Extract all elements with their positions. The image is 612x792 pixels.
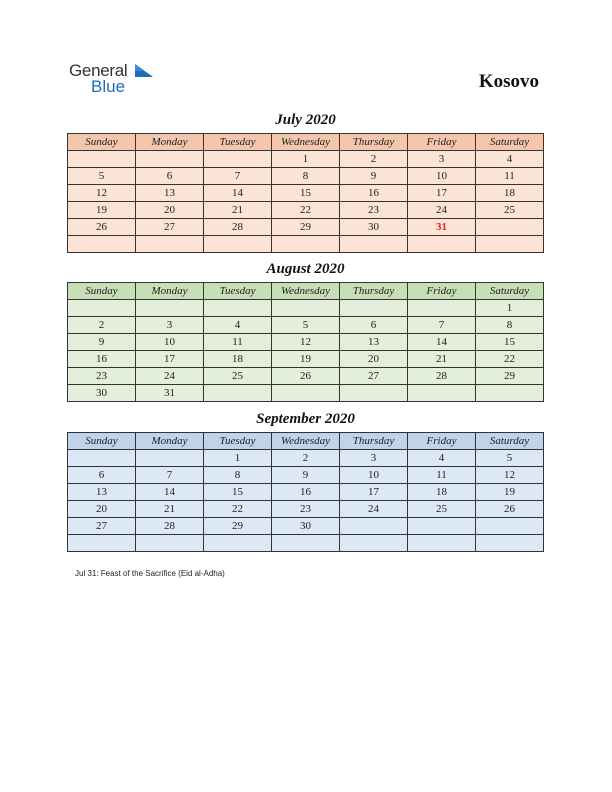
day-cell: 8 <box>476 317 544 334</box>
day-cell: 22 <box>476 351 544 368</box>
day-cell <box>272 385 340 402</box>
weekday-header: Thursday <box>340 283 408 300</box>
day-cell: 1 <box>272 151 340 168</box>
week-row <box>68 334 544 351</box>
day-cell: 27 <box>68 518 136 535</box>
day-cell <box>136 450 204 467</box>
day-cell: 14 <box>136 484 204 501</box>
day-cell: 17 <box>136 351 204 368</box>
logo-triangle-icon <box>135 64 153 77</box>
weekday-header-row <box>68 283 544 300</box>
weekday-header: Sunday <box>68 283 136 300</box>
weekday-header: Tuesday <box>204 283 272 300</box>
day-cell: 19 <box>68 202 136 219</box>
day-cell: 14 <box>204 185 272 202</box>
day-cell <box>136 236 204 253</box>
logo-text-blue: Blue <box>91 77 126 96</box>
day-cell: 22 <box>272 202 340 219</box>
week-row <box>68 219 544 236</box>
day-cell: 26 <box>476 501 544 518</box>
day-cell: 11 <box>204 334 272 351</box>
week-row <box>68 151 544 168</box>
weekday-header: Thursday <box>340 433 408 450</box>
day-cell: 17 <box>340 484 408 501</box>
day-cell: 25 <box>476 202 544 219</box>
day-cell: 24 <box>136 368 204 385</box>
week-row <box>68 450 544 467</box>
day-cell: 11 <box>408 467 476 484</box>
weekday-header: Monday <box>136 433 204 450</box>
day-cell <box>408 535 476 552</box>
week-row <box>68 351 544 368</box>
weekday-header: Sunday <box>68 433 136 450</box>
day-cell <box>476 535 544 552</box>
weekday-header: Sunday <box>68 134 136 151</box>
calendar-september <box>67 432 544 552</box>
day-cell <box>340 535 408 552</box>
month-title-september: September 2020 <box>256 411 355 427</box>
day-cell: 11 <box>476 168 544 185</box>
week-row <box>68 385 544 402</box>
day-cell <box>68 300 136 317</box>
day-cell: 29 <box>204 518 272 535</box>
week-row <box>68 185 544 202</box>
day-cell: 2 <box>272 450 340 467</box>
week-row <box>68 467 544 484</box>
weekday-header: Monday <box>136 283 204 300</box>
day-cell <box>204 236 272 253</box>
day-cell: 10 <box>136 334 204 351</box>
day-cell <box>408 385 476 402</box>
day-cell: 20 <box>136 202 204 219</box>
day-cell: 20 <box>68 501 136 518</box>
week-row <box>68 168 544 185</box>
day-cell: 19 <box>476 484 544 501</box>
weekday-header: Monday <box>136 134 204 151</box>
day-cell <box>136 300 204 317</box>
day-cell: 25 <box>408 501 476 518</box>
day-cell: 3 <box>340 450 408 467</box>
week-row <box>68 535 544 552</box>
day-cell: 16 <box>272 484 340 501</box>
logo-text-general: General <box>69 61 128 80</box>
day-cell: 5 <box>68 168 136 185</box>
day-cell <box>68 450 136 467</box>
day-cell: 12 <box>476 467 544 484</box>
day-cell: 1 <box>204 450 272 467</box>
day-cell: 8 <box>204 467 272 484</box>
day-cell <box>340 236 408 253</box>
day-cell: 18 <box>408 484 476 501</box>
day-cell: 6 <box>68 467 136 484</box>
weekday-header: Saturday <box>476 283 544 300</box>
day-cell: 21 <box>408 351 476 368</box>
day-cell <box>204 385 272 402</box>
day-cell: 4 <box>408 450 476 467</box>
day-cell: 17 <box>408 185 476 202</box>
day-cell: 30 <box>272 518 340 535</box>
day-cell: 29 <box>476 368 544 385</box>
country-title: Kosovo <box>478 71 539 92</box>
day-cell: 30 <box>68 385 136 402</box>
day-cell <box>340 518 408 535</box>
week-row <box>68 368 544 385</box>
day-cell: 9 <box>68 334 136 351</box>
day-cell: 24 <box>408 202 476 219</box>
day-cell <box>408 236 476 253</box>
weekday-header: Wednesday <box>272 134 340 151</box>
week-row <box>68 484 544 501</box>
day-cell: 13 <box>340 334 408 351</box>
day-cell: 24 <box>340 501 408 518</box>
day-cell <box>272 300 340 317</box>
month-title-july: July 2020 <box>275 112 336 128</box>
day-cell: 28 <box>408 368 476 385</box>
day-cell: 21 <box>136 501 204 518</box>
day-cell: 7 <box>204 168 272 185</box>
weekday-header-row <box>68 433 544 450</box>
day-cell <box>408 518 476 535</box>
day-cell: 2 <box>68 317 136 334</box>
day-cell: 31 <box>136 385 204 402</box>
day-cell: 26 <box>68 219 136 236</box>
day-cell: 4 <box>476 151 544 168</box>
day-cell <box>476 219 544 236</box>
weekday-header: Friday <box>408 134 476 151</box>
day-cell: 7 <box>408 317 476 334</box>
weekday-header: Thursday <box>340 134 408 151</box>
day-cell: 3 <box>408 151 476 168</box>
day-cell: 12 <box>68 185 136 202</box>
week-row <box>68 501 544 518</box>
day-cell: 4 <box>204 317 272 334</box>
day-cell: 6 <box>340 317 408 334</box>
day-cell: 23 <box>68 368 136 385</box>
holiday-note: Jul 31: Feast of the Sacrifice (Eid al-Adha) <box>75 569 225 578</box>
day-cell: 15 <box>272 185 340 202</box>
day-cell <box>272 535 340 552</box>
day-cell: 18 <box>476 185 544 202</box>
weekday-header: Tuesday <box>204 134 272 151</box>
day-cell: 26 <box>272 368 340 385</box>
day-cell: 12 <box>272 334 340 351</box>
day-cell: 9 <box>272 467 340 484</box>
day-cell: 18 <box>204 351 272 368</box>
weekday-header: Friday <box>408 283 476 300</box>
day-cell <box>408 300 476 317</box>
day-cell <box>476 518 544 535</box>
calendar-august <box>67 282 544 402</box>
day-cell <box>68 151 136 168</box>
calendar-july <box>67 133 544 253</box>
day-cell: 15 <box>476 334 544 351</box>
day-cell: 13 <box>136 185 204 202</box>
weekday-header: Wednesday <box>272 283 340 300</box>
day-cell <box>136 535 204 552</box>
week-row <box>68 518 544 535</box>
day-cell: 8 <box>272 168 340 185</box>
day-cell: 13 <box>68 484 136 501</box>
day-cell <box>340 385 408 402</box>
day-cell: 29 <box>272 219 340 236</box>
week-row <box>68 317 544 334</box>
day-cell: 30 <box>340 219 408 236</box>
day-cell: 22 <box>204 501 272 518</box>
day-cell: 27 <box>136 219 204 236</box>
month-title-august: August 2020 <box>266 261 345 277</box>
day-cell <box>476 385 544 402</box>
day-cell: 25 <box>204 368 272 385</box>
day-cell <box>476 236 544 253</box>
day-cell: 10 <box>408 168 476 185</box>
week-row <box>68 236 544 253</box>
day-cell <box>340 300 408 317</box>
day-cell: 5 <box>272 317 340 334</box>
day-cell <box>204 151 272 168</box>
day-cell: 3 <box>136 317 204 334</box>
weekday-header: Saturday <box>476 433 544 450</box>
day-cell: 2 <box>340 151 408 168</box>
day-cell: 19 <box>272 351 340 368</box>
week-row <box>68 300 544 317</box>
day-cell: 28 <box>136 518 204 535</box>
weekday-header: Friday <box>408 433 476 450</box>
day-cell: 16 <box>340 185 408 202</box>
day-cell: 15 <box>204 484 272 501</box>
day-cell: 7 <box>136 467 204 484</box>
day-cell <box>68 535 136 552</box>
day-cell <box>136 151 204 168</box>
day-cell: 27 <box>340 368 408 385</box>
brand-logo <box>69 62 127 95</box>
day-cell: 10 <box>340 467 408 484</box>
weekday-header: Wednesday <box>272 433 340 450</box>
day-cell <box>204 300 272 317</box>
weekday-header: Saturday <box>476 134 544 151</box>
day-cell: 23 <box>272 501 340 518</box>
day-cell <box>68 236 136 253</box>
day-cell: 23 <box>340 202 408 219</box>
day-cell: 14 <box>408 334 476 351</box>
weekday-header-row <box>68 134 544 151</box>
day-cell: 20 <box>340 351 408 368</box>
day-cell: 1 <box>476 300 544 317</box>
day-cell: 16 <box>68 351 136 368</box>
day-cell <box>272 236 340 253</box>
week-row <box>68 202 544 219</box>
day-cell: 21 <box>204 202 272 219</box>
day-cell: 6 <box>136 168 204 185</box>
holiday-day-cell: 31 <box>408 219 476 236</box>
weekday-header: Tuesday <box>204 433 272 450</box>
day-cell: 9 <box>340 168 408 185</box>
day-cell <box>204 535 272 552</box>
day-cell: 28 <box>204 219 272 236</box>
day-cell: 5 <box>476 450 544 467</box>
